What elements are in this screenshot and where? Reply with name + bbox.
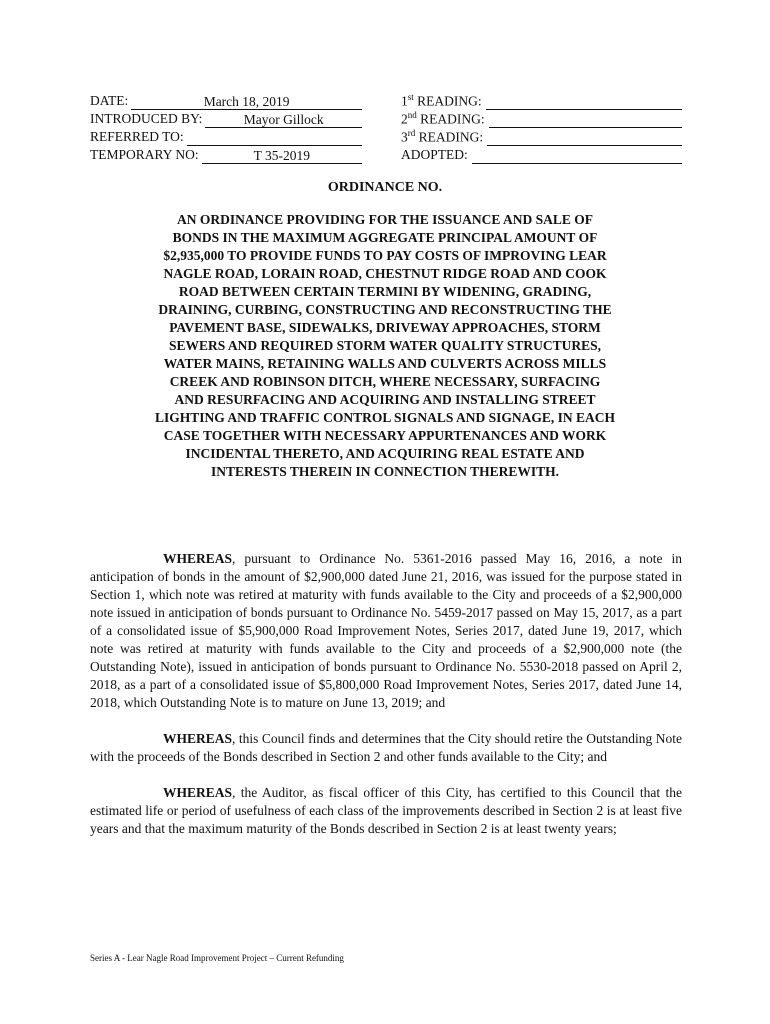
second-reading-suffix: nd <box>407 109 417 120</box>
ordinance-body <box>90 550 682 856</box>
whereas-text: , the Auditor, as fiscal officer of this City, has certified to this Council that the estimated life or period of usefulness of each class of the improvements described in Section 2 is at least five years and that the maximum maturity of the Bonds described in Section 2 is at least twenty years; <box>90 785 682 836</box>
third-reading-text: READING: <box>415 129 484 144</box>
page-footer: Series A - Lear Nagle Road Improvement Project – Current Refunding <box>90 953 344 963</box>
referred-row <box>90 128 362 146</box>
whereas-lead: WHEREAS <box>163 551 233 566</box>
third-reading-number: 3 <box>401 129 408 144</box>
temporary-label: TEMPORARY NO: <box>90 147 199 162</box>
first-reading-suffix: st <box>407 91 414 102</box>
whereas-lead: WHEREAS <box>163 785 233 800</box>
third-reading-row <box>401 128 682 146</box>
temporary-row <box>90 146 362 164</box>
header-right-column <box>401 92 682 164</box>
introduced-label: INTRODUCED BY: <box>90 111 203 126</box>
whereas-paragraph-2 <box>90 730 682 766</box>
second-reading-value <box>489 113 682 128</box>
adopted-row <box>401 146 682 164</box>
whereas-text: , pursuant to Ordinance No. 5361-2016 passed May 16, 2016, a note in anticipation of bonds in the amount of $2,900,000 dated June 21, 2016, was issued for the purpose stated in Section 1, which note was retired at maturity with funds available to the City and proceeds of a $2,900,000 note issued in anticipation of bonds pursuant to Ordinance No. 5459-2017 passed on May 15, 2017, as a part of a consolidated issue of $5,900,000 Road Improvement Notes, Series 2017, dated June 19, 2017, which note was retired at maturity with funds available to the City and proceeds of a $2,900,000 note (the Outstanding Note), issued in anticipation of bonds pursuant to Ordinance No. 5530-2018 passed on April 2, 2018, as a part of a consolidated issue of $5,800,000 Road Improvement Notes, Series 2017, dated June 14, 2018, which Outstanding Note is to mature on June 13, 2019; and <box>90 551 682 710</box>
introduced-row <box>90 110 362 128</box>
referred-label: REFERRED TO: <box>90 129 184 144</box>
second-reading-text: READING: <box>416 111 485 126</box>
whereas-paragraph-1 <box>90 550 682 712</box>
ordinance-title: AN ORDINANCE PROVIDING FOR THE ISSUANCE AND SALE OF BONDS IN THE MAXIMUM AGGREGATE PRINCIPAL AMOUNT OF $2,935,000 TO PROVIDE FUNDS TO PAY COSTS OF IMPROVING LEAR NAGLE ROAD, LORAIN ROAD, CHESTNUT RIDGE ROAD AND COOK ROAD BETWEEN CERTAIN TERMINI BY WIDENING, GRADING, DRAINING, CURBING, CONSTRUCTING AND RECONSTRUCTING THE PAVEMENT BASE, SIDEWALKS, DRIVEWAY APPROACHES, STORM SEWERS AND REQUIRED STORM WATER QUALITY STRUCTURES, WATER MAINS, RETAINING WALLS AND CULVERTS ACROSS MILLS CREEK AND ROBINSON DITCH, WHERE NECESSARY, SURFACING AND RESURFACING AND ACQUIRING AND INSTALLING STREET LIGHTING AND TRAFFIC CONTROL SIGNALS AND SIGNAGE, IN EACH CASE TOGETHER WITH NECESSARY APPURTENANCES AND WORK INCIDENTAL THERETO, AND ACQUIRING REAL ESTATE AND INTERESTS THEREIN IN CONNECTION THEREWITH. <box>155 212 615 479</box>
second-reading-number: 2 <box>401 111 408 126</box>
introduced-value: Mayor Gillock <box>205 113 362 128</box>
adopted-label: ADOPTED: <box>401 147 468 162</box>
first-reading-text: READING: <box>413 93 482 108</box>
whereas-text: , this Council finds and determines that the City should retire the Outstanding Note with the proceeds of the Bonds described in Section 2 and other funds available to the City; and <box>90 731 682 764</box>
first-reading-value <box>486 95 682 110</box>
header-left-column <box>90 92 362 164</box>
date-row <box>90 92 362 110</box>
adopted-value <box>472 149 682 164</box>
whereas-lead: WHEREAS <box>163 731 233 746</box>
date-value: March 18, 2019 <box>131 95 362 110</box>
third-reading-label <box>401 124 483 147</box>
third-reading-value <box>487 131 682 146</box>
date-label: DATE: <box>90 93 129 108</box>
ordinance-number-heading: ORDINANCE NO. <box>327 180 443 195</box>
temporary-value: T 35-2019 <box>202 149 362 164</box>
third-reading-suffix: rd <box>407 127 416 138</box>
referred-value <box>187 131 362 146</box>
whereas-paragraph-3 <box>90 784 682 838</box>
first-reading-number: 1 <box>401 93 408 108</box>
